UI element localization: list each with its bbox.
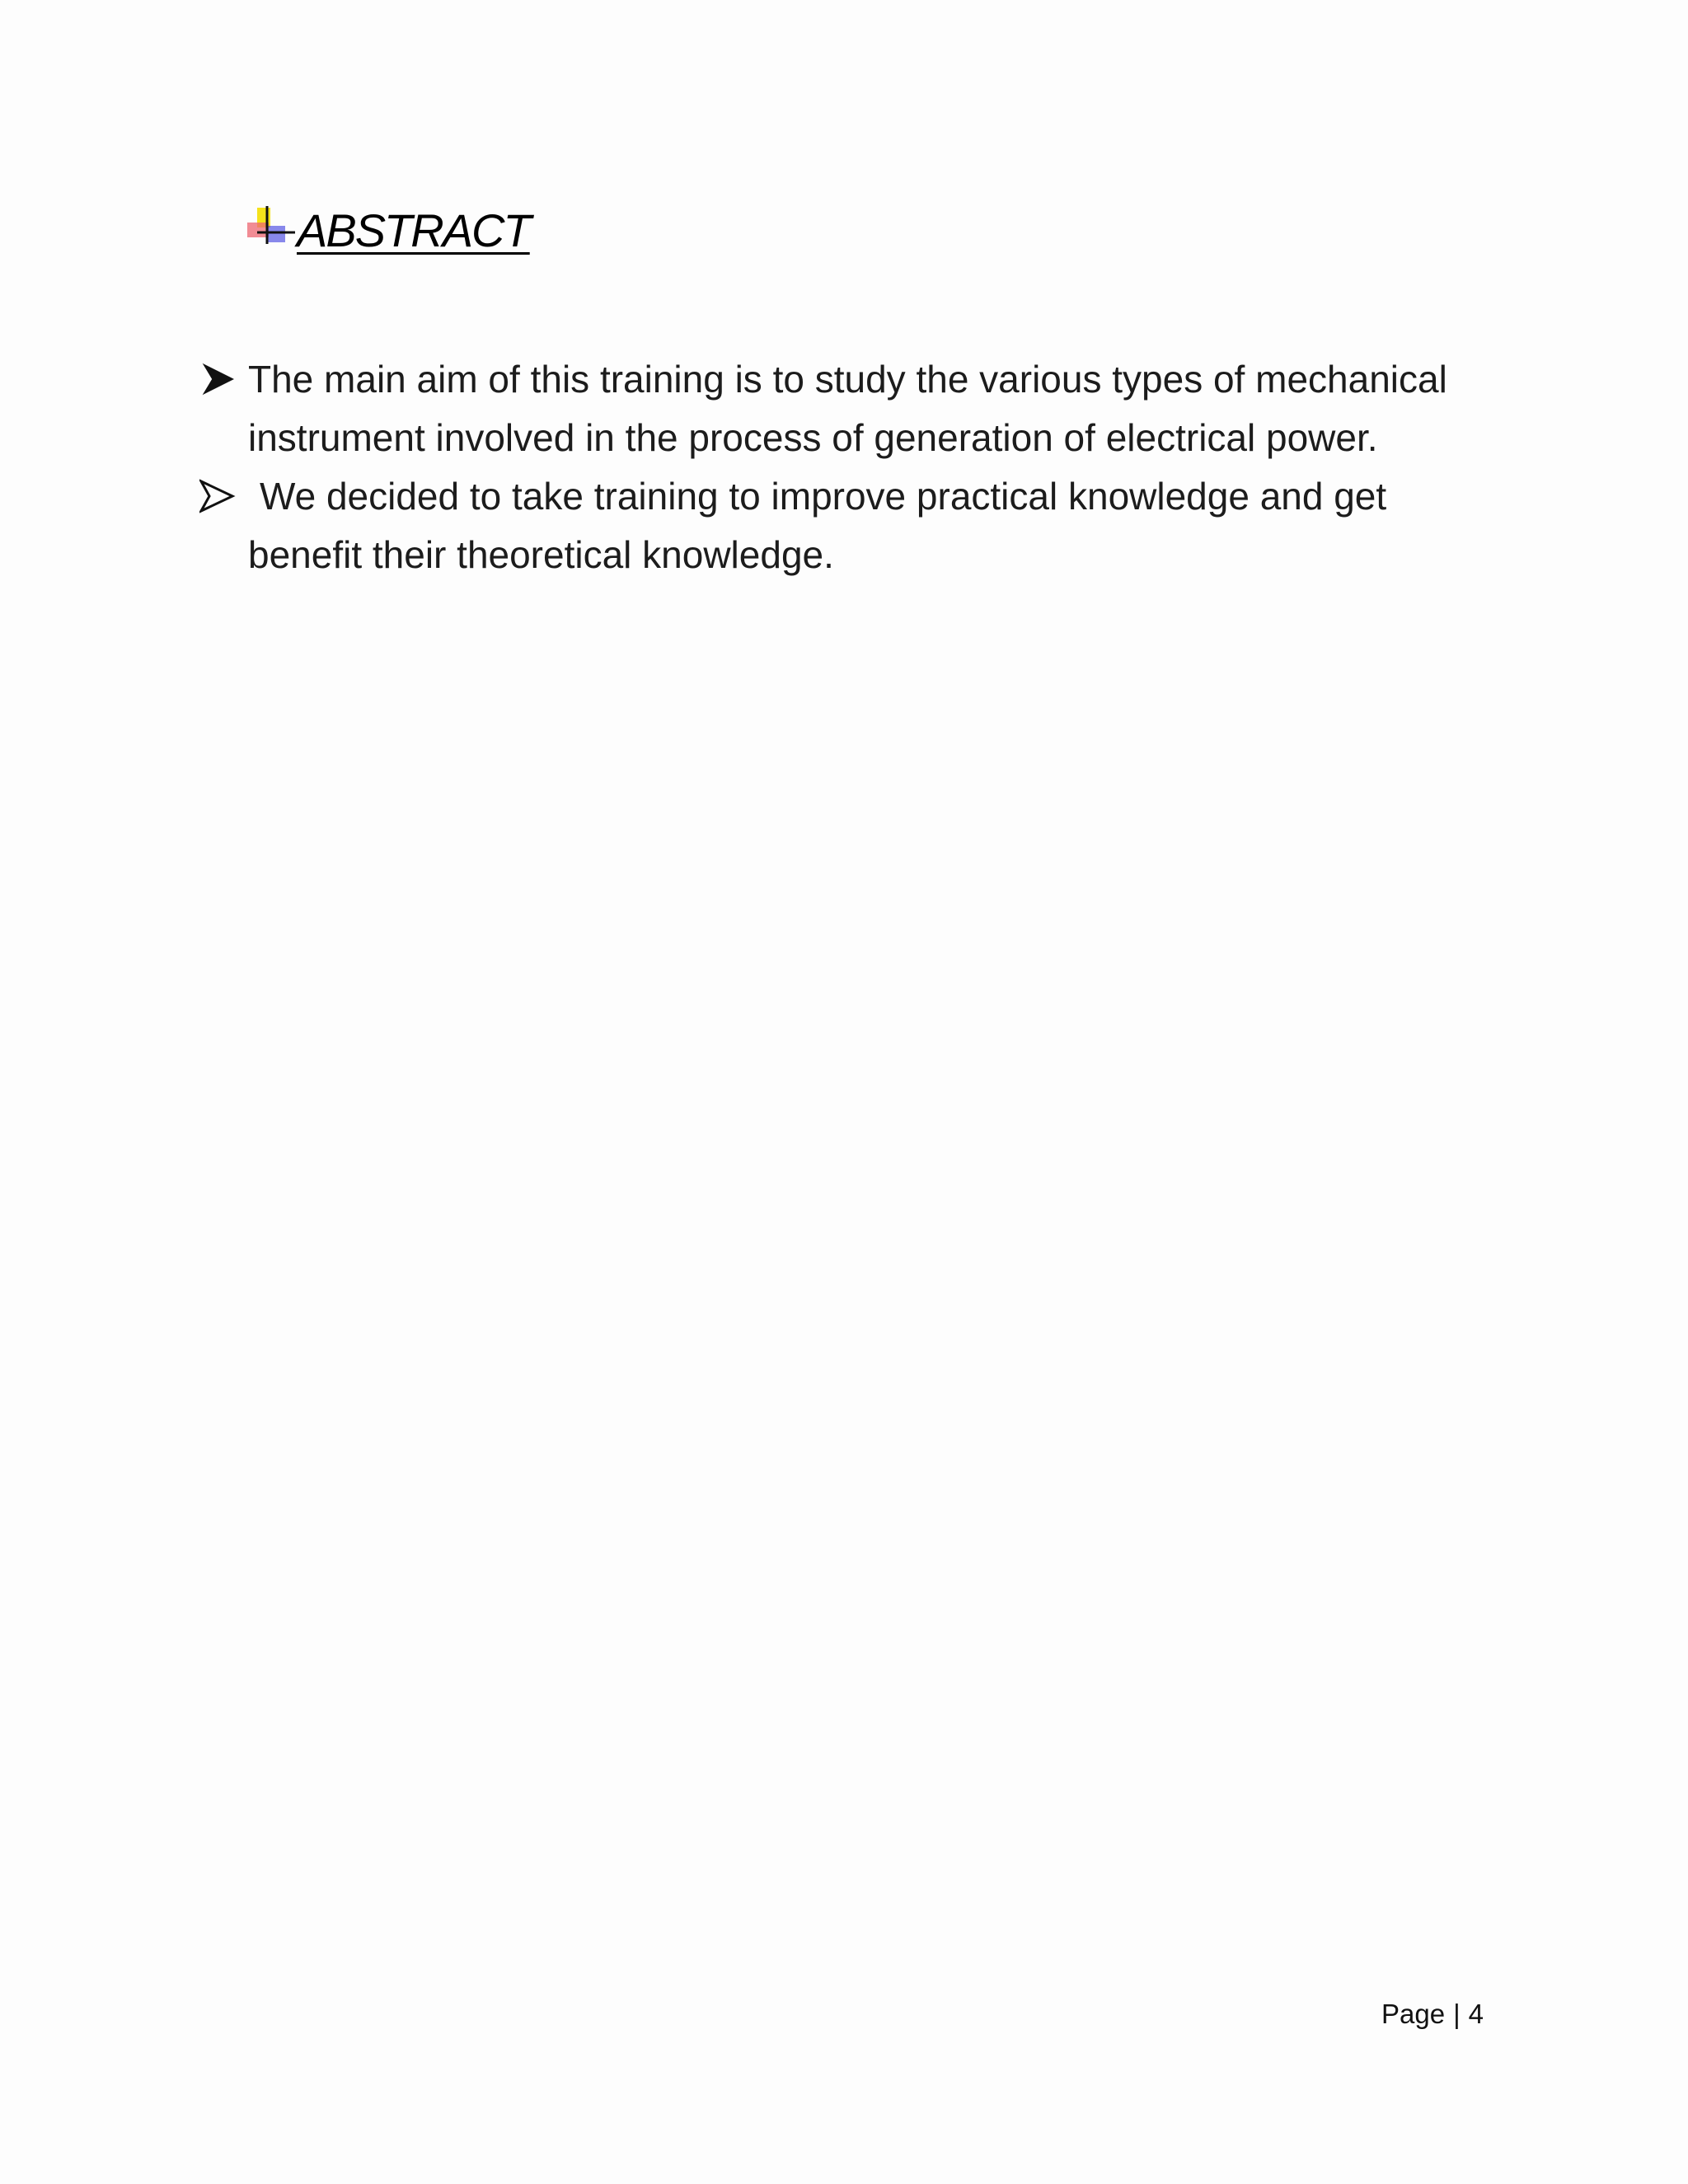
section-heading <box>246 201 530 255</box>
abstract-bullet-list <box>199 350 1485 584</box>
page-separator: | <box>1453 1999 1461 2029</box>
page-number-footer <box>1381 1998 1484 2031</box>
page-label: Page <box>1381 1999 1446 2029</box>
arrowhead-bullet-icon <box>199 478 236 514</box>
page-title: ABSTRACT <box>297 204 530 256</box>
page-number: 4 <box>1468 1999 1484 2029</box>
list-item-text: The main aim of this training is to study the various types of mechanical instrument involved in the process of generation of electrical power. <box>248 358 1447 459</box>
list-item <box>199 350 1485 467</box>
list-item <box>199 467 1485 584</box>
list-item-text: We decided to take training to improve practical knowledge and get benefit their theoretical knowledge. <box>248 475 1387 576</box>
arrowhead-bullet-icon <box>199 361 236 397</box>
colored-square-bullet-icon <box>246 201 297 255</box>
